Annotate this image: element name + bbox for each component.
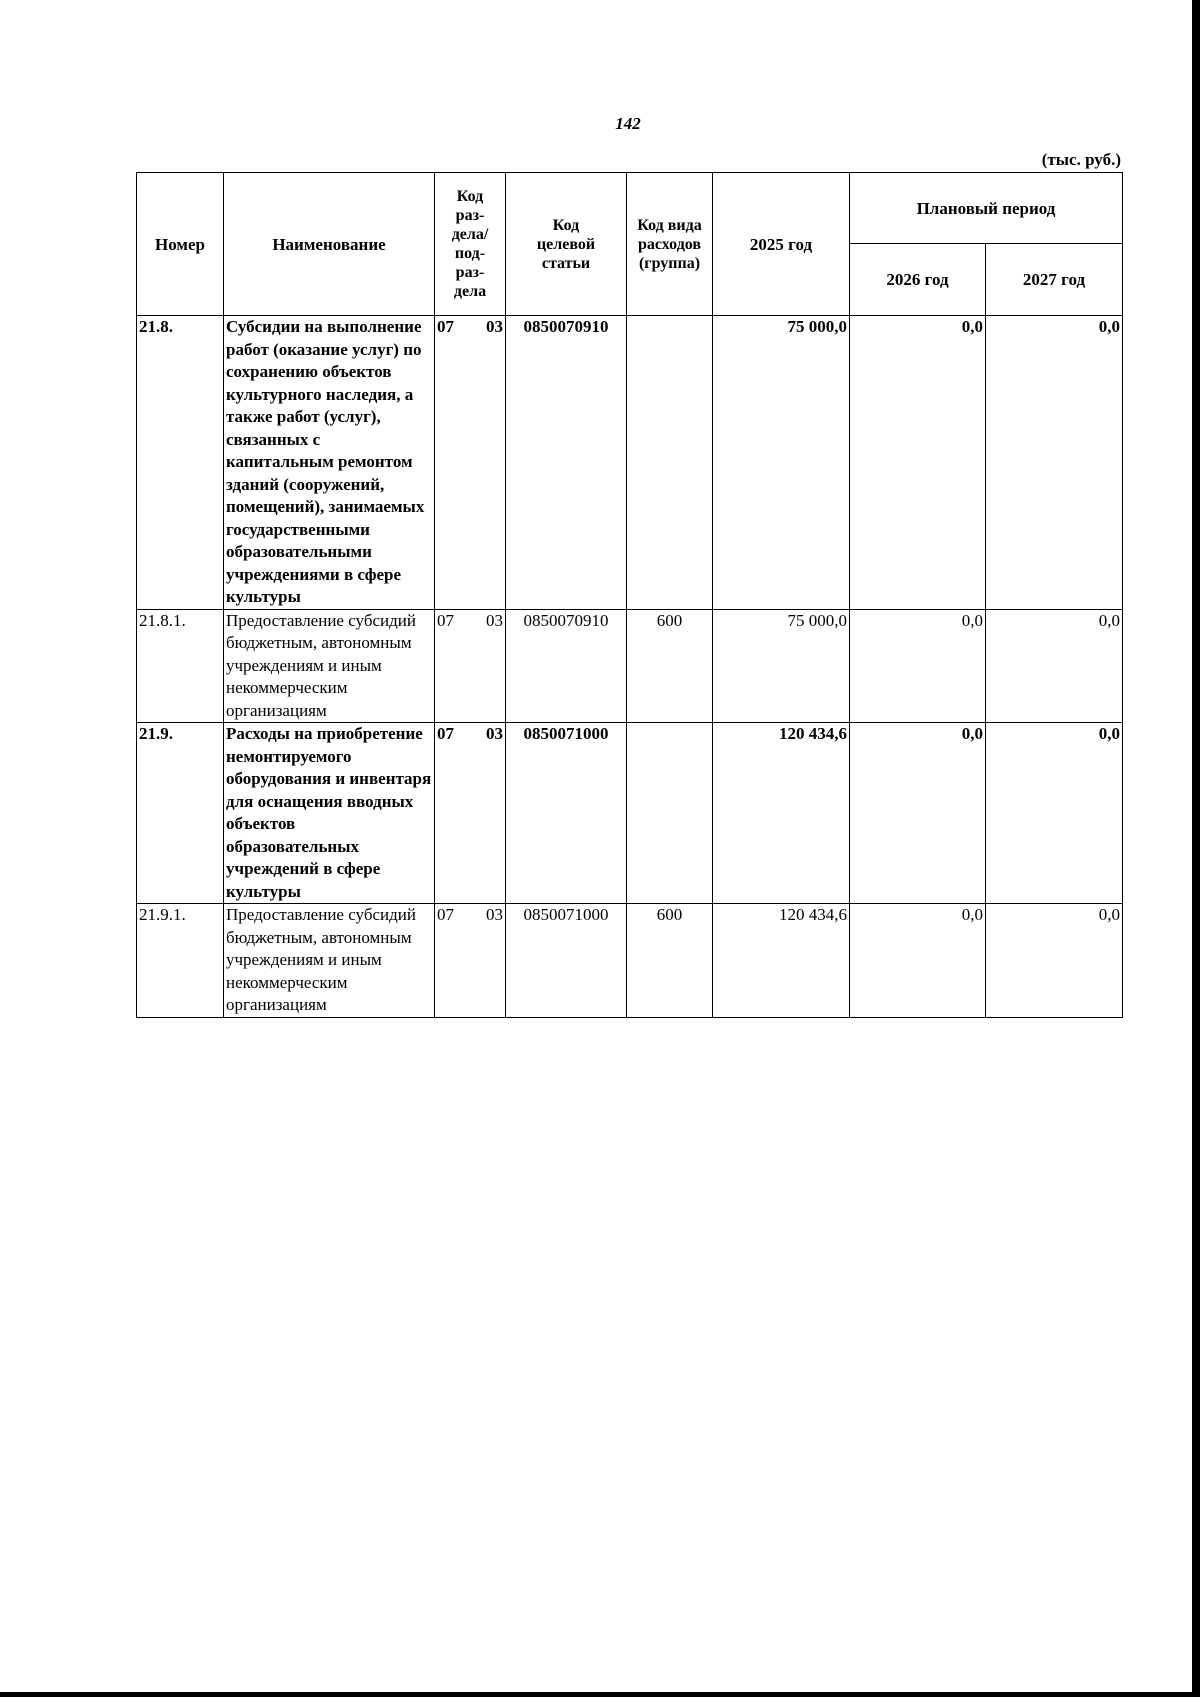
- header-section-line: Код: [456, 188, 484, 205]
- header-section-line: раз-: [455, 207, 485, 224]
- units-label: (тыс. руб.): [1041, 150, 1121, 169]
- row-number: 21.8.1.: [137, 609, 224, 723]
- row-section: 07: [437, 724, 454, 743]
- row-2027: 0,0: [986, 609, 1123, 723]
- row-target-code: 0850071000: [506, 904, 627, 1018]
- row-section-code: [435, 904, 506, 1018]
- row-name: Субсидии на выполнение работ (оказание услуг) по сохранению объектов культурного наследия, а также работ (услуг), связанных с капитальным ремонтом зданий (сооружений, помещений), занимаемых государственными образовательными учреждениями в сфере культуры: [224, 316, 435, 610]
- row-2027: 0,0: [986, 904, 1123, 1018]
- row-number: 21.8.: [137, 316, 224, 610]
- header-section-line: под-: [454, 245, 486, 262]
- header-target: [506, 173, 627, 316]
- row-2027: 0,0: [986, 316, 1123, 610]
- header-target-line: статьи: [541, 254, 591, 272]
- header-2025: 2025 год: [713, 173, 850, 316]
- header-expense-line: (группа): [638, 254, 701, 272]
- row-section-code: [435, 723, 506, 904]
- header-target-line: целевой: [536, 235, 596, 253]
- row-target-code: 0850070910: [506, 609, 627, 723]
- row-section-code: [435, 316, 506, 610]
- page-number: 142: [615, 114, 641, 133]
- header-expense-line: расходов: [637, 235, 702, 253]
- row-name: Расходы на приобретение немонтируемого оборудования и инвентаря для оснащения вводных объектов образовательных учреждений в сфере культуры: [224, 723, 435, 904]
- scan-border-bottom: [0, 1692, 1200, 1697]
- row-expense-type: 600: [627, 904, 713, 1018]
- row-2025: 75 000,0: [713, 609, 850, 723]
- header-section-line: дела: [453, 283, 487, 300]
- row-2026: 0,0: [850, 609, 986, 723]
- row-subsection: 03: [486, 317, 503, 336]
- header-row-1: [137, 173, 1123, 244]
- row-section: 07: [437, 610, 454, 630]
- budget-table: [136, 172, 1123, 1018]
- row-expense-type: [627, 316, 713, 610]
- row-2025: 75 000,0: [713, 316, 850, 610]
- header-2026: 2026 год: [850, 244, 986, 316]
- header-section-line: раз-: [455, 264, 485, 281]
- header-expense-line: Код вида: [637, 216, 702, 234]
- table-row: [137, 723, 1123, 904]
- header-expense-type: [627, 173, 713, 316]
- row-number: 21.9.: [137, 723, 224, 904]
- header-target-line: Код: [552, 216, 580, 234]
- row-2025: 120 434,6: [713, 723, 850, 904]
- row-name: Предоставление субсидий бюджетным, автономным учреждениям и иным некоммерческим организациям: [224, 904, 435, 1018]
- row-subsection: 03: [486, 610, 503, 630]
- header-name: Наименование: [224, 173, 435, 316]
- row-target-code: 0850071000: [506, 723, 627, 904]
- header-planning-period: Плановый период: [850, 173, 1123, 244]
- table-row: [137, 316, 1123, 610]
- table-row: [137, 609, 1123, 723]
- row-2025: 120 434,6: [713, 904, 850, 1018]
- header-number: Номер: [137, 173, 224, 316]
- row-name: Предоставление субсидий бюджетным, автономным учреждениям и иным некоммерческим организациям: [224, 609, 435, 723]
- row-target-code: 0850070910: [506, 316, 627, 610]
- row-expense-type: [627, 723, 713, 904]
- scan-border-right: [1192, 0, 1200, 1697]
- row-subsection: 03: [486, 724, 503, 743]
- row-2027: 0,0: [986, 723, 1123, 904]
- header-section-line: дела/: [451, 226, 489, 243]
- row-section-code: [435, 609, 506, 723]
- header-section: [435, 173, 506, 316]
- row-2026: 0,0: [850, 723, 986, 904]
- row-subsection: 03: [486, 905, 503, 924]
- table-row: [137, 904, 1123, 1018]
- row-expense-type: 600: [627, 609, 713, 723]
- row-number: 21.9.1.: [137, 904, 224, 1018]
- row-2026: 0,0: [850, 316, 986, 610]
- row-section: 07: [437, 905, 454, 924]
- row-2026: 0,0: [850, 904, 986, 1018]
- header-2027: 2027 год: [986, 244, 1123, 316]
- row-section: 07: [437, 317, 454, 336]
